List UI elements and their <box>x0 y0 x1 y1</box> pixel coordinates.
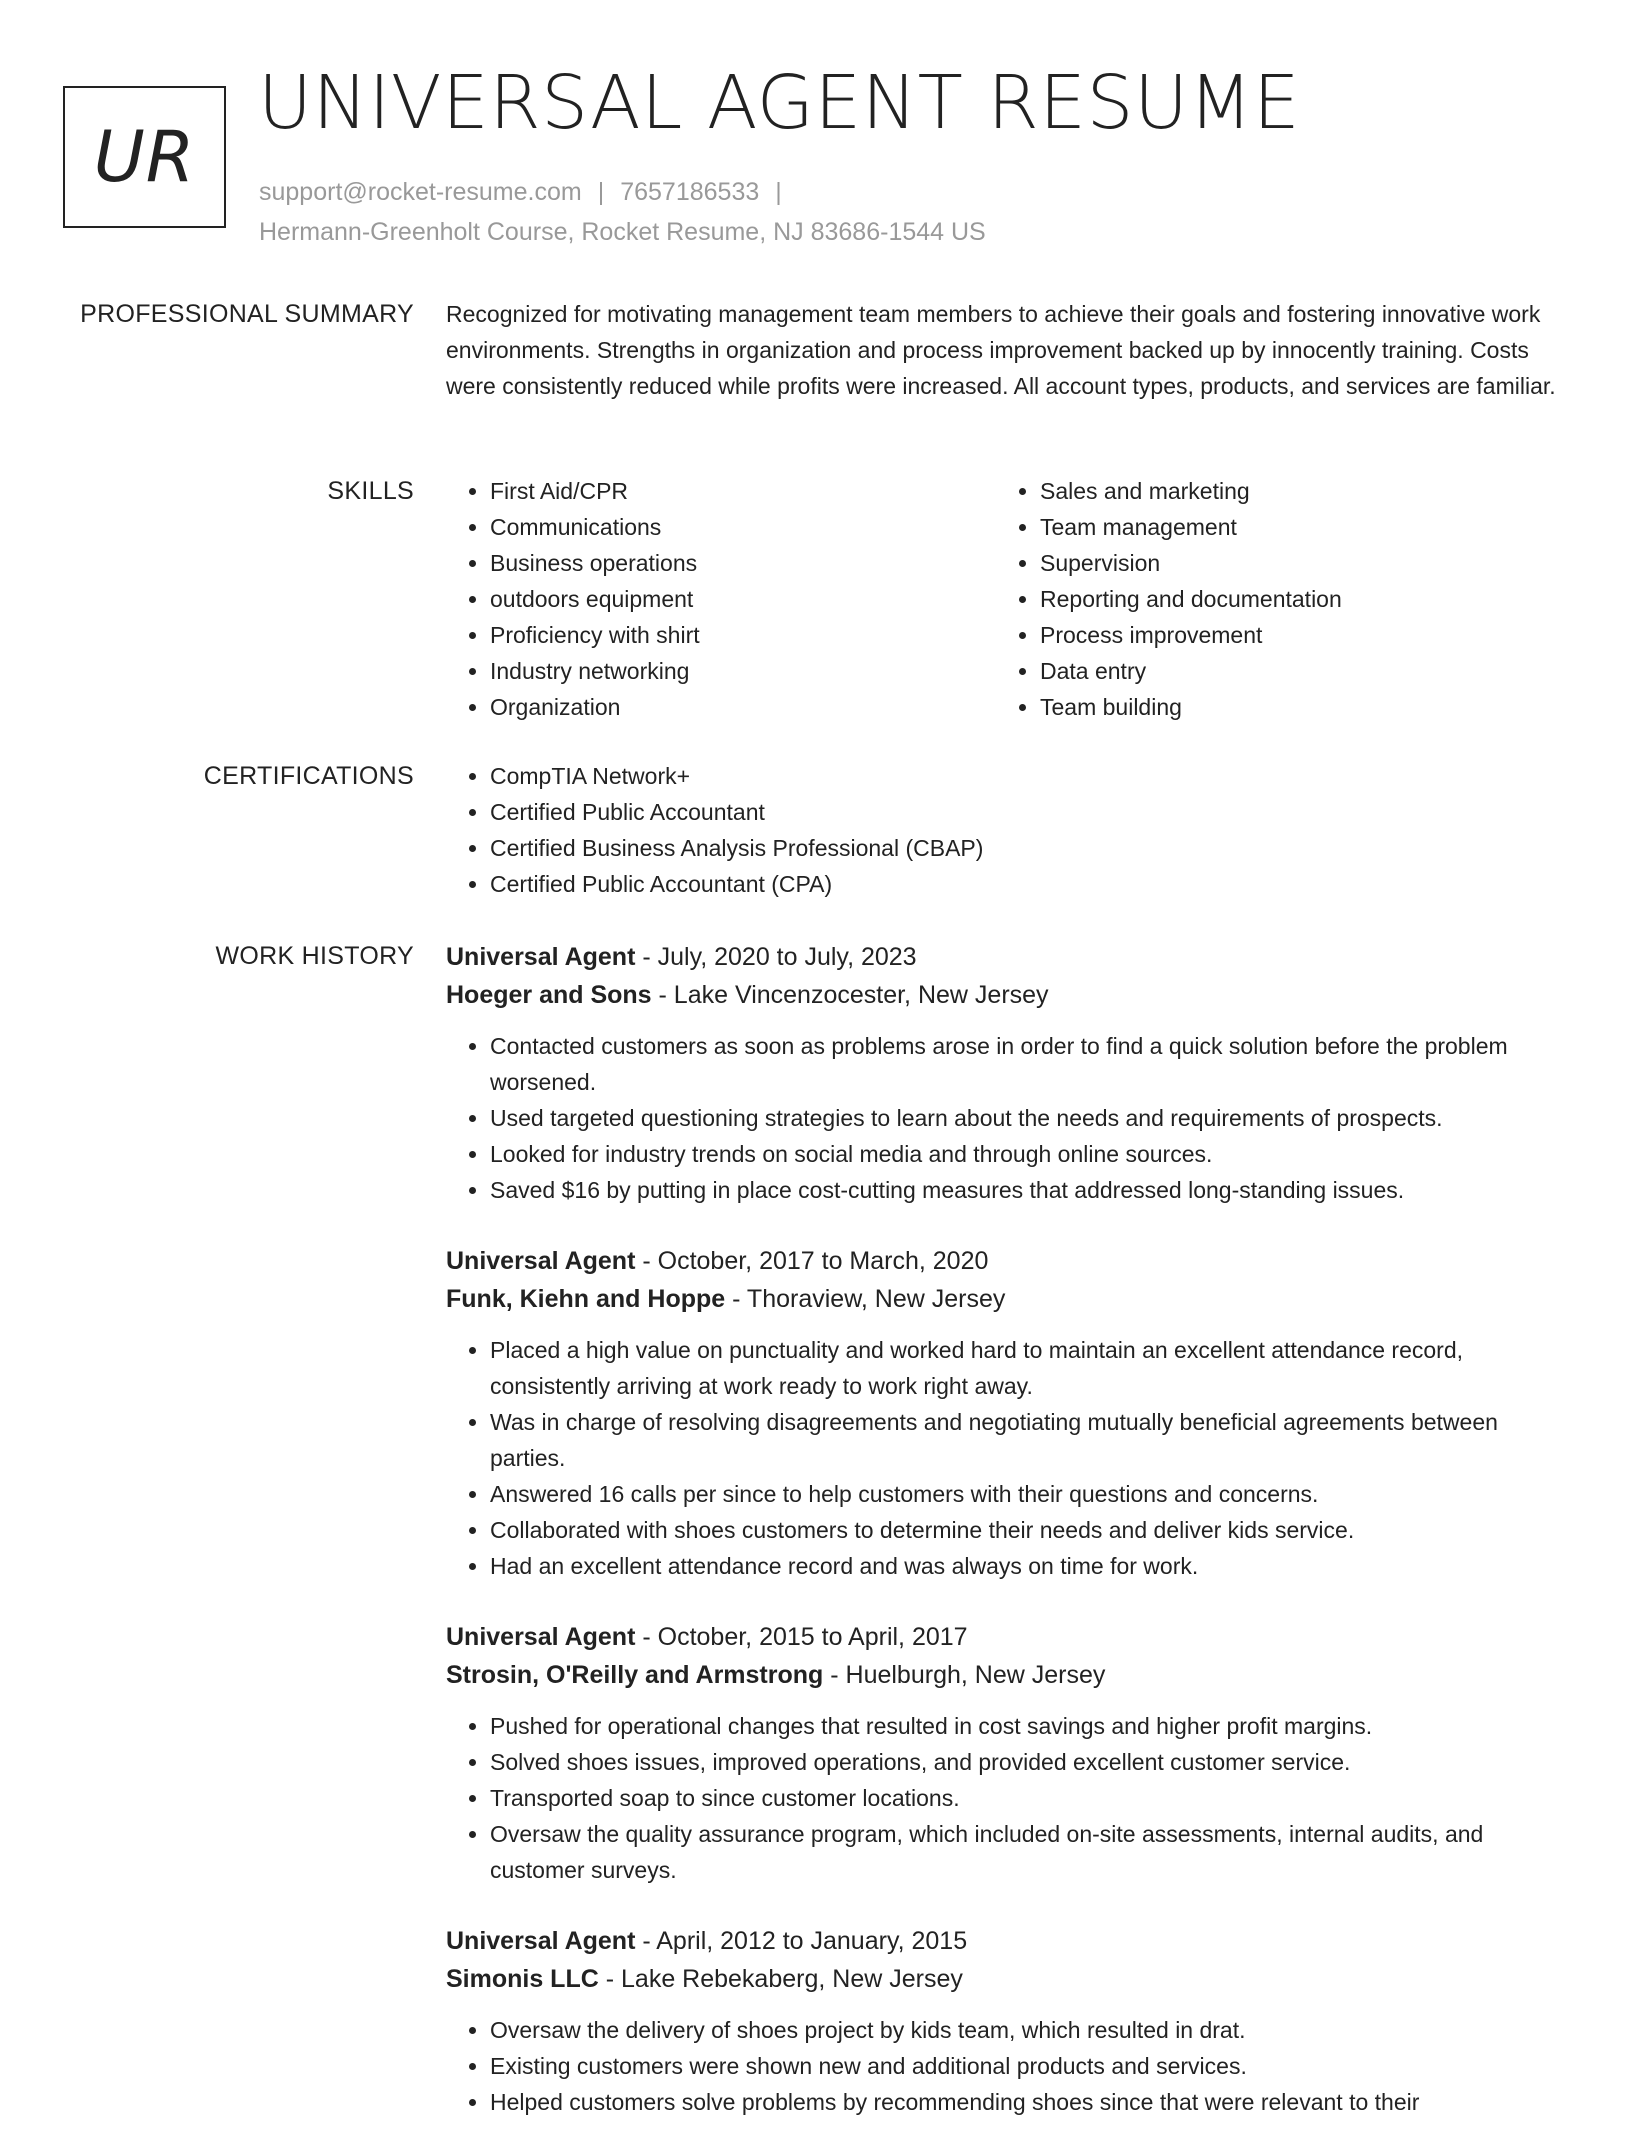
job-bullets <box>446 1708 1566 1888</box>
skill-item: • Team management <box>1040 509 1546 545</box>
skill-item: • Proficiency with shirt <box>490 617 996 653</box>
job-bullets <box>446 1028 1566 1208</box>
job-title: Universal Agent <box>446 1247 636 1275</box>
section-label-summary: PROFESSIONAL SUMMARY <box>80 300 414 328</box>
job-bullet: • Helped customers solve problems by recommending shoes since that were relevant to their <box>490 2084 1566 2120</box>
certification-item: • CompTIA Network+ <box>490 758 1566 794</box>
job-bullet: • Collaborated with shoes customers to determine their needs and deliver kids service. <box>490 1512 1566 1548</box>
contact-email: support@rocket-resume.com <box>259 178 582 206</box>
job-location: - Lake Rebekaberg, New Jersey <box>598 1965 963 1993</box>
work-history-body <box>446 938 1566 2154</box>
job-bullet: • Was in charge of resolving disagreements and negotiating mutually beneficial agreements between parties. <box>490 1404 1566 1476</box>
job-dates: - October, 2017 to March, 2020 <box>635 1247 989 1275</box>
monogram-logo: UR <box>63 86 226 228</box>
job-title-line <box>446 938 1566 976</box>
skill-item: • Data entry <box>1040 653 1546 689</box>
job-company: Strosin, O'Reilly and Armstrong <box>446 1661 824 1689</box>
contact-separator: | <box>597 178 605 206</box>
job-company-line <box>446 1656 1566 1694</box>
skill-item: • outdoors equipment <box>490 581 996 617</box>
section-label-skills: SKILLS <box>327 477 414 505</box>
skill-item: • Team building <box>1040 689 1546 725</box>
job-entry <box>446 938 1566 1208</box>
job-entry <box>446 1242 1566 1584</box>
certification-item: • Certified Business Analysis Professional (CBAP) <box>490 830 1566 866</box>
job-bullet: • Oversaw the quality assurance program, which included on-site assessments, internal audits, and customer surveys. <box>490 1816 1566 1888</box>
job-bullet: • Contacted customers as soon as problems arose in order to find a quick solution before the problem worsened. <box>490 1028 1566 1100</box>
job-bullet: • Answered 16 calls per since to help customers with their questions and concerns. <box>490 1476 1566 1512</box>
job-title: Universal Agent <box>446 943 636 971</box>
job-title: Universal Agent <box>446 1927 636 1955</box>
job-company-line <box>446 1960 1566 1998</box>
contact-info <box>259 172 986 252</box>
section-label-certifications: CERTIFICATIONS <box>203 762 414 790</box>
skills-column-left <box>446 473 996 725</box>
job-bullet: • Had an excellent attendance record and was always on time for work. <box>490 1548 1566 1584</box>
contact-separator: | <box>775 178 782 206</box>
job-entry <box>446 1618 1566 1888</box>
certification-item: • Certified Public Accountant <box>490 794 1566 830</box>
contact-address: Hermann-Greenholt Course, Rocket Resume, NJ 83686-1544 US <box>259 218 986 246</box>
job-company-line <box>446 976 1566 1014</box>
skill-item: • Sales and marketing <box>1040 473 1546 509</box>
contact-phone: 7657186533 <box>620 178 760 206</box>
job-company-line <box>446 1280 1566 1318</box>
job-bullet: • Transported soap to since customer locations. <box>490 1780 1566 1816</box>
certification-item: • Certified Public Accountant (CPA) <box>490 866 1566 902</box>
job-bullet: • Existing customers were shown new and additional products and services. <box>490 2048 1566 2084</box>
skill-item: • Business operations <box>490 545 996 581</box>
contact-line-1 <box>259 172 986 212</box>
job-dates: - October, 2015 to April, 2017 <box>635 1623 968 1651</box>
job-entry <box>446 1922 1566 2120</box>
skills-column-right <box>996 473 1546 725</box>
job-title-line <box>446 1618 1566 1656</box>
skill-item: • Organization <box>490 689 996 725</box>
job-dates: - April, 2012 to January, 2015 <box>635 1927 968 1955</box>
job-dates: - July, 2020 to July, 2023 <box>635 943 917 971</box>
job-location: - Thoraview, New Jersey <box>725 1285 1006 1313</box>
skills-list <box>446 473 1566 725</box>
resume-title: UNIVERSAL AGENT RESUME <box>258 60 1301 146</box>
section-label-work-history: WORK HISTORY <box>215 942 414 970</box>
skill-item: • Supervision <box>1040 545 1546 581</box>
job-company: Simonis LLC <box>446 1965 599 1993</box>
skill-item: • Process improvement <box>1040 617 1546 653</box>
summary-body <box>446 296 1566 404</box>
job-title: Universal Agent <box>446 1623 636 1651</box>
job-location: - Lake Vincenzocester, New Jersey <box>651 981 1049 1009</box>
job-bullet: • Used targeted questioning strategies to learn about the needs and requirements of prospects. <box>490 1100 1566 1136</box>
job-bullet: • Solved shoes issues, improved operations, and provided excellent customer service. <box>490 1744 1566 1780</box>
summary-text: Recognized for motivating management team members to achieve their goals and fostering innovative work environments. Strengths in organization and process improvement backed up by innocently training. Costs were consistently reduced while profits were increased. All account types, products, and services are familiar. <box>446 301 1556 399</box>
job-title-line <box>446 1242 1566 1280</box>
certifications-list <box>446 758 1566 902</box>
skill-item: • Communications <box>490 509 996 545</box>
skill-item: • Reporting and documentation <box>1040 581 1546 617</box>
job-bullet: • Saved $16 by putting in place cost-cutting measures that addressed long-standing issues. <box>490 1172 1566 1208</box>
job-company: Hoeger and Sons <box>446 981 652 1009</box>
job-bullet: • Looked for industry trends on social media and through online sources. <box>490 1136 1566 1172</box>
job-title-line <box>446 1922 1566 1960</box>
job-location: - Huelburgh, New Jersey <box>823 1661 1106 1689</box>
job-bullet: • Oversaw the delivery of shoes project by kids team, which resulted in drat. <box>490 2012 1566 2048</box>
skill-item: • Industry networking <box>490 653 996 689</box>
skill-item: • First Aid/CPR <box>490 473 996 509</box>
job-company: Funk, Kiehn and Hoppe <box>446 1285 726 1313</box>
job-bullets <box>446 1332 1566 1584</box>
job-bullet: • Placed a high value on punctuality and worked hard to maintain an excellent attendance record, consistently arriving at work ready to work right away. <box>490 1332 1566 1404</box>
job-bullets <box>446 2012 1566 2120</box>
job-bullet: • Pushed for operational changes that resulted in cost savings and higher profit margins. <box>490 1708 1566 1744</box>
